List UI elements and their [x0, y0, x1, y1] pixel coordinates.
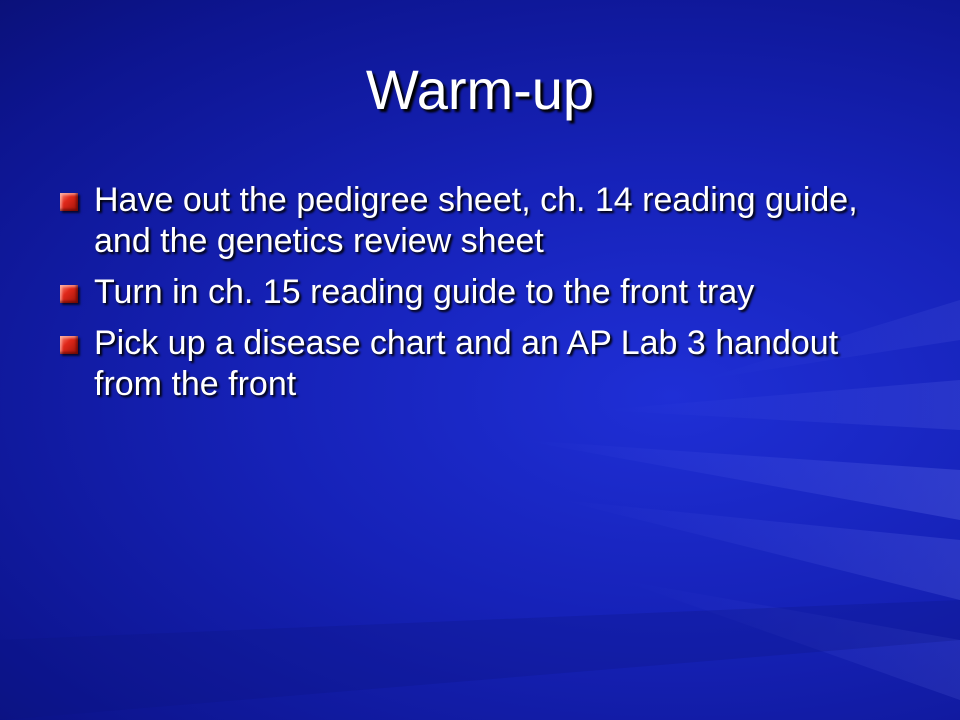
bullet-text: Have out the pedigree sheet, ch. 14 reading guide, and the genetics review sheet	[94, 181, 858, 260]
bullet-text: Turn in ch. 15 reading guide to the front tray	[94, 273, 755, 311]
bullet-text: Pick up a disease chart and an AP Lab 3 handout from the front	[94, 324, 839, 403]
slide-title: Warm-up	[365, 58, 595, 121]
bullet-item	[60, 180, 880, 262]
bullet-list	[60, 180, 880, 415]
red-square-bullet-icon	[60, 336, 78, 354]
red-square-bullet-icon	[60, 193, 78, 211]
red-square-bullet-icon	[60, 285, 78, 303]
bullet-item	[60, 323, 880, 405]
bullet-item	[60, 272, 880, 313]
